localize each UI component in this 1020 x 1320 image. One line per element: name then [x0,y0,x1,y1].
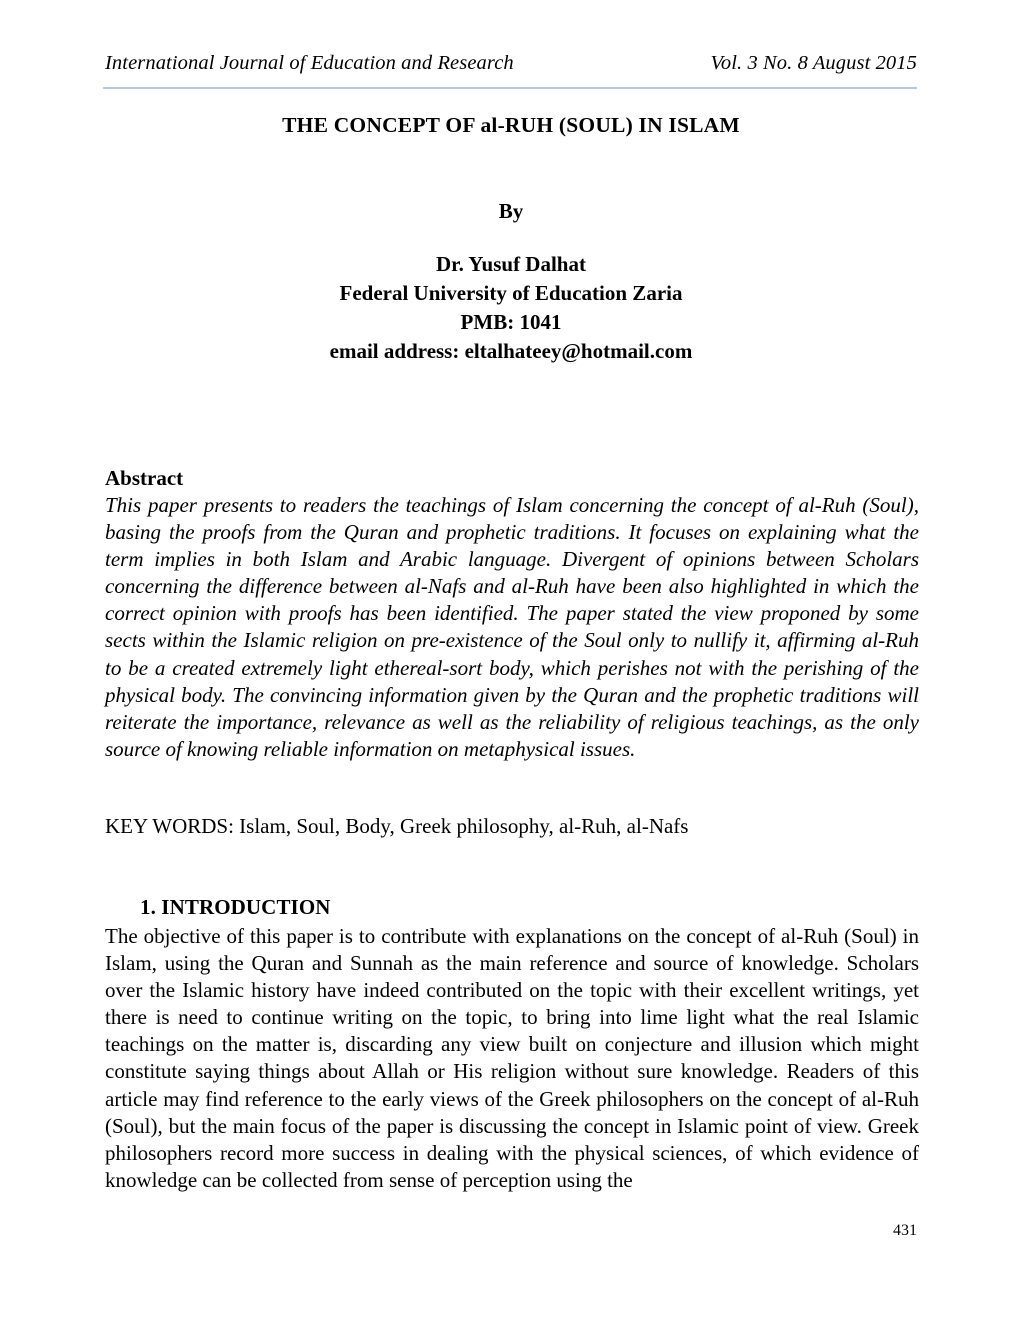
page-title: THE CONCEPT OF al-RUH (SOUL) IN ISLAM [282,113,740,137]
page-number: 431 [893,1222,917,1239]
abstract-heading: Abstract [105,466,184,490]
header-divider-rule [103,87,917,89]
journal-name: International Journal of Education and Research [105,52,514,74]
section-heading-introduction: 1. INTRODUCTION [140,895,331,919]
author-block [105,250,917,366]
abstract-text: This paper presents to readers the teachings of Islam concerning the concept of al-Ruh (Soul), basing the proofs from the Quran and prophetic traditions. It focuses on explaining what the term implies in both Islam and Arabic language. Divergent of opinions between Scholars concerning the difference between al-Nafs and al-Ruh have been also highlighted in which the correct opinion with proofs has been identified. The paper stated the view proponed by some sects within the Islamic religion on pre-existence of the Soul only to nullify it, affirming al-Ruh to be a created extremely light ethereal-sort body, which perishes not with the perishing of the physical body. The convincing information given by the Quran and the prophetic traditions will reiterate the importance, relevance as well as the reliability of religious teachings, as the only source of knowing reliable information on metaphysical issues. [105,493,919,761]
keywords-line: KEY WORDS: Islam, Soul, Body, Greek philosophy, al-Ruh, al-Nafs [105,814,689,838]
introduction-text: The objective of this paper is to contribute with explanations on the concept of al-Ruh (Soul) in Islam, using the Quran and Sunnah as the main reference and source of knowledge. Scholars over the Islamic history have indeed contributed on the topic with their excellent writings, yet there is need to continue writing on the topic, to bring into lime light what the real Islamic teachings on the matter is, discarding any view built on conjecture and illusion which might constitute saying things about Allah or His religion without sure knowledge. Readers of this article may find reference to the early views of the Greek philosophers on the concept of al-Ruh (Soul), but the main focus of the paper is discussing the concept in Islamic point of view. Greek philosophers record more success in dealing with the physical sciences, of which evidence of knowledge can be collected from sense of perception using the [105,924,919,1192]
author-pmb: PMB: 1041 [460,310,562,334]
author-affiliation: Federal University of Education Zaria [339,281,683,305]
journal-issue: Vol. 3 No. 8 August 2015 [710,52,917,74]
author-email: email address: eltalhateey@hotmail.com [329,339,693,363]
byline-by-label: By [498,199,524,223]
running-header [105,52,917,75]
author-name: Dr. Yusuf Dalhat [436,252,586,276]
